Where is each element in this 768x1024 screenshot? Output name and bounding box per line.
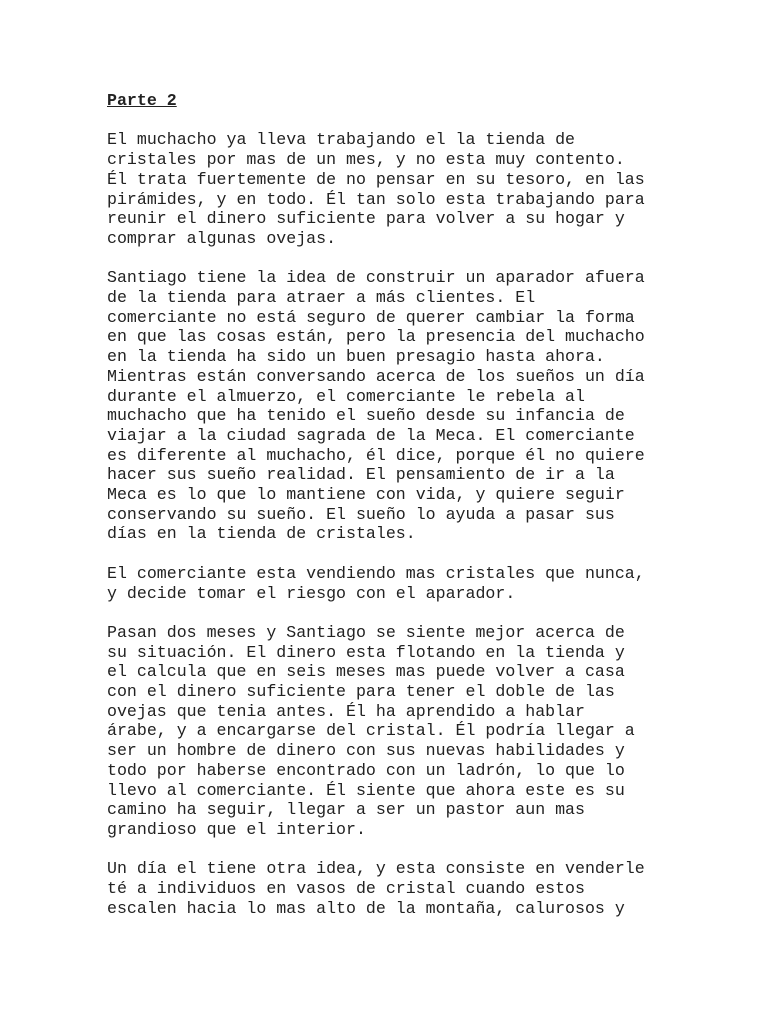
paragraph [107,130,663,248]
text-line: conservando su sueño. El sueño lo ayuda a pasar sus [107,504,615,524]
text-line: en que las cosas están, pero la presencia del muchacho [107,327,645,347]
text-line: Él trata fuertemente de no pensar en su tesoro, en las [107,169,645,189]
paragraph [107,564,663,603]
text-line: en la tienda ha sido un buen presagio hasta ahora. [107,347,605,367]
text-line: muchacho que ha tenido el sueño desde su infancia de [107,406,625,426]
text-line: ser un hombre de dinero con sus nuevas habilidades y [107,741,625,761]
paragraph [107,623,663,840]
text-line: El comerciante esta vendiendo mas cristales que nunca, [107,563,645,583]
text-line: y decide tomar el riesgo con el aparador. [107,583,516,603]
document-title: Parte 2 [107,91,177,110]
text-line: comerciante no está seguro de querer cambiar la forma [107,307,635,327]
text-line: camino ha seguir, llegar a ser un pastor aun mas [107,800,585,820]
document-page [107,91,663,938]
text-line: hacer sus sueño realidad. El pensamiento de ir a la [107,465,615,485]
text-line: grandioso que el interior. [107,819,366,839]
text-line: cristales por mas de un mes, y no esta muy contento. [107,150,625,170]
text-line: durante el almuerzo, el comerciante le rebela al [107,386,585,406]
text-line: escalen hacia lo mas alto de la montaña, calurosos y [107,898,625,918]
text-line: su situación. El dinero esta flotando en la tienda y [107,642,625,662]
text-line: Meca es lo que lo mantiene con vida, y quiere seguir [107,485,625,505]
text-line: árabe, y a encargarse del cristal. Él podría llegar a [107,721,635,741]
text-line: El muchacho ya lleva trabajando el la tienda de [107,130,576,150]
text-line: con el dinero suficiente para tener el doble de las [107,682,615,702]
text-line: Santiago tiene la idea de construir un aparador afuera [107,268,645,288]
paragraph [107,859,663,918]
text-line: todo por haberse encontrado con un ladrón, lo que lo [107,760,625,780]
text-line: llevo al comerciante. Él siente que ahora este es su [107,780,625,800]
text-line: de la tienda para atraer a más clientes. El [107,288,536,307]
document-body [107,130,663,918]
text-line: el calcula que en seis meses mas puede volver a casa [107,662,625,682]
text-line: comprar algunas ovejas. [107,228,337,248]
text-line: ovejas que tenia antes. Él ha aprendido a hablar [107,701,585,721]
text-line: Mientras están conversando acerca de los sueños un día [107,366,645,386]
text-line: reunir el dinero suficiente para volver a su hogar y [107,209,625,229]
text-line: es diferente al muchacho, él dice, porque él no quiere [107,445,645,465]
text-line: té a individuos en vasos de cristal cuando estos [107,879,585,899]
text-line: pirámides, y en todo. Él tan solo esta trabajando para [107,189,645,209]
text-line: Pasan dos meses y Santiago se siente mejor acerca de [107,622,625,642]
paragraph [107,268,663,544]
text-line: viajar a la ciudad sagrada de la Meca. El comerciante [107,425,635,445]
text-line: días en la tienda de cristales. [107,524,416,544]
text-line: Un día el tiene otra idea, y esta consiste en venderle [107,859,645,879]
